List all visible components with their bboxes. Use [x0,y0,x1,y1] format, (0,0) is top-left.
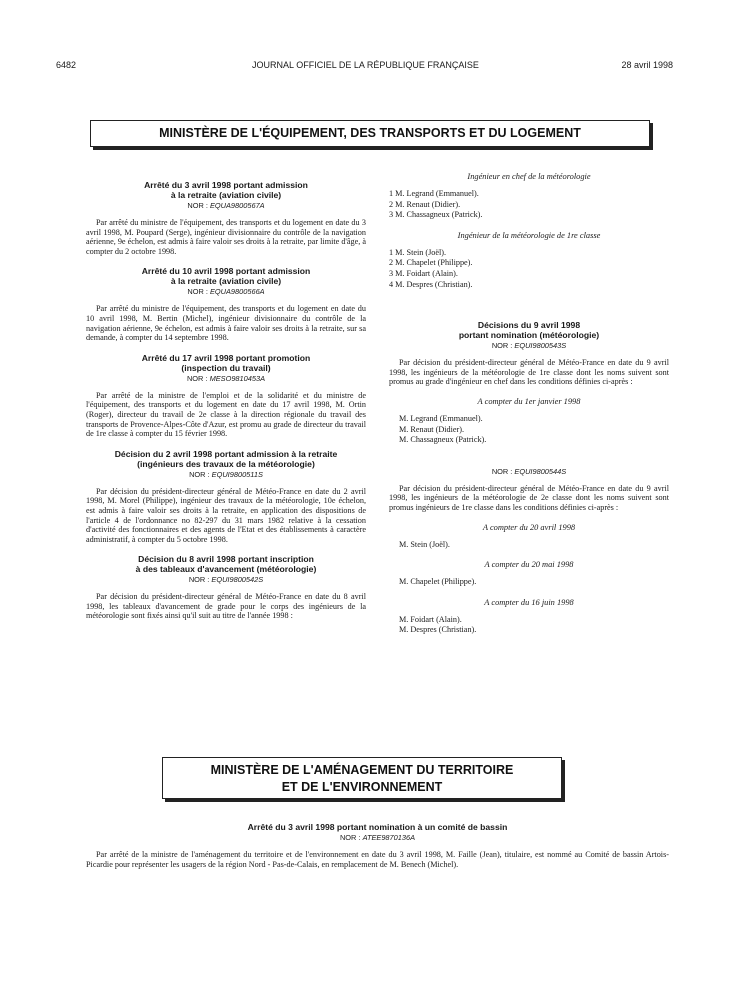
ranked-list-first-class [389,248,669,290]
article-title: Décision du 2 avril 1998 portant admission à la retraite (ingénieurs des travaux de la météorologie) [114,448,338,469]
name-list [389,577,669,588]
article-text: Par arrêté de la ministre de l'emploi et de la solidarité et du ministre de l'équipement, des transports et du logement en date du 17 avril 1998, M. Ortin (Roger), directeur du travail de 2e classe à la direction régionale du travail des transports de Provence-Alpes-Côte d'Azur, est promu au grade de directeur du travail de 1re classe à compter du 15 février 1998. [86,390,366,439]
list-item: M. Renaut (Didier). [399,424,465,434]
article-text: Par arrêté de la ministre de l'aménagement du territoire et de l'environnement en date du 3 avril 1998, M. Faille (Jean), titulaire, est nommé au Comité de bassin Artois-Picardie pour représenter les usagers de la région Nord - Pas-de-Calais, en remplacement de M. Benech (Michel). [86,850,669,869]
name-list [389,615,669,636]
article [86,266,366,342]
list-item: 2 M. Chapelet (Philippe). [389,258,473,268]
list-item: 4 M. Despres (Christian). [389,279,473,289]
article-text: Par décision du président-directeur général de Météo-France en date du 2 avril 1998, M. Morel (Philippe), ingénieur des travaux de la météorologie, 10e échelon, est admis à faire valoir ses droits à la retraite, en application des dispositions de l'article 4 de l'ordonnance no 82-297 du 31 mars 1982 relative à la cessation d'activité des fonctionnaires et des agents de l'Etat et des établissements à caractère administratif, à compter du 5 octobre 1998. [86,486,366,544]
nor-reference: NOR : MESO9810453A [186,373,266,383]
article-text: Par décision du président-directeur général de Météo-France en date du 9 avril 1998, les ingénieurs de la météorologie de 1re classe dont les noms suivent sont promus au grade d'ingénieur en chef dans les conditions définies ci-après : [389,358,669,387]
list-item: 1 M. Legrand (Emmanuel). [389,189,479,198]
article-title: Arrêté du 3 avril 1998 portant nomination à un comité de bassin [247,822,508,832]
article [86,353,366,439]
ministry-heading-equipement: MINISTÈRE DE L'ÉQUIPEMENT, DES TRANSPORTS ET DU LOGEMENT [90,120,650,147]
nor-reference: NOR : EQUI9800543S [491,341,567,351]
list-item: 1 M. Stein (Joël). [389,247,447,257]
nor-reference: NOR : ATEE9870136A [339,833,416,842]
article-text: Par décision du président-directeur général de Météo-France en date du 9 avril 1998, les ingénieurs de la météorologie de 2e classe dont les noms suivent sont promus ingénieurs de 1re classe dans les conditions définies ci-après : [389,483,669,512]
list-item: 3 M. Chassagneux (Patrick). [389,210,483,220]
bottom-article [86,822,669,875]
article-title: Arrêté du 3 avril 1998 portant admission à la retraite (aviation civile) [144,180,308,200]
name-list [389,540,669,551]
effective-date: A compter du 20 avril 1998 [482,522,576,532]
name-list [389,414,669,446]
effective-date: A compter du 16 juin 1998 [484,597,574,607]
article-text: Par décision du président-directeur général de Météo-France en date du 8 avril 1998, les tableaux d'avancement de grade pour le corps des ingénieurs de la météorologie sont fixés ainsi qu'il suit au titre de l'année 1998 : [86,592,366,621]
list-item: M. Despres (Christian). [399,625,477,635]
list-item: M. Chassagneux (Patrick). [399,435,487,445]
list-item: 3 M. Foidart (Alain). [389,268,458,278]
list-item: M. Foidart (Alain). [399,614,462,624]
nor-reference: NOR : EQUI9800511S [189,469,263,479]
effective-date: A compter du 1er janvier 1998 [477,396,581,406]
nor-reference: NOR : EQUI9800544S [491,466,567,476]
effective-date: A compter du 20 mai 1998 [484,560,574,570]
article [86,180,366,256]
right-column [389,170,669,640]
article-title: Décisions du 9 avril 1998 portant nomination (météorologie) [458,320,600,341]
list-item: M. Chapelet (Philippe). [399,577,477,587]
list-heading-chief-engineer: Ingénieur en chef de la météorologie [467,172,591,181]
left-column [86,170,366,627]
article-title: Arrêté du 17 avril 1998 portant promotion (inspection du travail) [141,352,311,373]
list-item: 2 M. Renaut (Didier). [389,199,461,209]
page-number: 6482 [56,60,77,70]
list-heading-first-class: Ingénieur de la météorologie de 1re classe [457,230,601,240]
nor-reference: NOR : EQUA9800567A [187,201,265,210]
list-item: M. Legrand (Emmanuel). [399,413,483,423]
journal-title: JOURNAL OFFICIEL DE LA RÉPUBLIQUE FRANÇAISE [252,60,479,70]
list-item: M. Stein (Joël). [399,539,450,549]
article-title: Décision du 8 avril 1998 portant inscription à des tableaux d'avancement (météorologie) [135,554,317,575]
article-text: Par arrêté du ministre de l'équipement, des transports et du logement en date du 10 avril 1998, M. Bertin (Michel), ingénieur divisionnaire du contrôle de la navigation aérienne, 9e échelon, est admis à faire valoir ses droits à la retraite, sur sa demande, à compter du 14 septembre 1998. [86,304,366,343]
article [86,554,366,621]
article-title: Arrêté du 10 avril 1998 portant admission à la retraite (aviation civile) [141,266,311,287]
ranked-list-chief [389,189,669,221]
article [86,449,366,545]
article-text: Par arrêté du ministre de l'équipement, des transports et du logement en date du 3 avril 1998, M. Poupard (Serge), ingénieur divisionnaire du contrôle de la navigation aérienne, 9e échelon, est admis à faire valoir ses droits à la retraite, par limite d'âge, à compter du 2 octobre 1998. [86,218,366,256]
issue-date: 28 avril 1998 [621,60,673,70]
nor-reference: NOR : EQUA9800566A [187,287,265,297]
nor-reference: NOR : EQUI9800542S [188,575,264,585]
ministry-heading-amenagement: MINISTÈRE DE L'AMÉNAGEMENT DU TERRITOIRE ET DE L'ENVIRONNEMENT [162,757,562,799]
